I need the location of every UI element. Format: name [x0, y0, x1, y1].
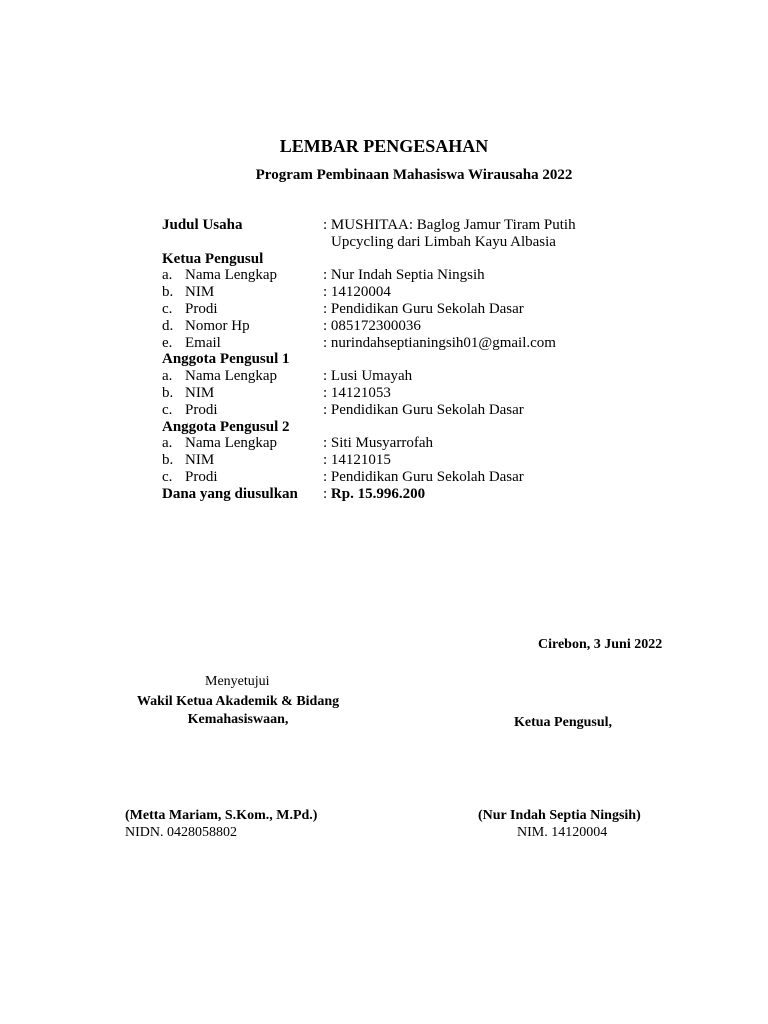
item-letter: b. [162, 452, 174, 469]
left-role-line-2: Kemahasiswaan, [187, 712, 289, 727]
item-letter: e. [162, 334, 173, 351]
left-role-line-1: Wakil Ketua Akademik & Bidang [136, 694, 340, 709]
item-letter: a. [162, 267, 173, 284]
section-heading: Anggota Pengusul 1 [162, 351, 290, 368]
field-colon: : [323, 485, 331, 502]
left-signatory-name: (Metta Mariam, S.Kom., M.Pd.) [125, 808, 318, 823]
field-label: Nomor Hp [185, 317, 250, 334]
proposed-amount: Rp. 15.996.200 [330, 485, 426, 502]
right-signatory-name: (Nur Indah Septia Ningsih) [478, 808, 641, 823]
field-value: : Pendidikan Guru Sekolah Dasar [323, 300, 524, 317]
place-date: Cirebon, 3 Juni 2022 [538, 637, 663, 652]
field-label: NIM [185, 384, 215, 401]
item-letter: b. [162, 384, 174, 401]
field-label: NIM [185, 284, 215, 301]
right-signatory-id: NIM. 14120004 [517, 825, 608, 840]
item-letter: a. [162, 368, 173, 385]
field-value: : Lusi Umayah [323, 368, 413, 385]
field-label: Nama Lengkap [185, 267, 278, 284]
field-value: : Nur Indah Septia Ningsih [323, 267, 485, 284]
item-letter: b. [162, 284, 174, 301]
right-signatory-role: Ketua Pengusul, [514, 715, 613, 730]
section-heading: Ketua Pengusul [162, 250, 264, 267]
field-label: Email [185, 334, 221, 351]
approval-label: Menyetujui [205, 674, 270, 689]
left-signatory-role [113, 693, 363, 729]
field-label: Prodi [185, 401, 218, 418]
section-heading: Anggota Pengusul 2 [162, 418, 290, 435]
item-letter: c. [162, 468, 173, 485]
field-label: Nama Lengkap [185, 435, 278, 452]
field-value: : Pendidikan Guru Sekolah Dasar [323, 468, 524, 485]
field-value: : 14121053 [323, 384, 391, 401]
field-value: : 14120004 [323, 284, 391, 301]
field-value: : 085172300036 [323, 317, 421, 334]
left-signatory-id: NIDN. 0428058802 [125, 825, 237, 840]
document-title: LEMBAR PENGESAHAN [279, 136, 489, 156]
field-label: Judul Usaha [162, 217, 243, 233]
item-letter: a. [162, 435, 173, 452]
item-letter: c. [162, 401, 173, 418]
field-label: Prodi [185, 300, 218, 317]
field-value: : nurindahseptianingsih01@gmail.com [323, 334, 556, 351]
field-value: Upcycling dari Limbah Kayu Albasia [331, 233, 556, 250]
field-value: : 14121015 [323, 452, 391, 469]
field-label: NIM [185, 452, 215, 469]
field-label: Dana yang diusulkan [162, 485, 298, 502]
field-label: Prodi [185, 468, 218, 485]
item-letter: d. [162, 317, 174, 334]
field-value: : MUSHITAA: Baglog Jamur Tiram Putih [323, 217, 576, 233]
field-value: : Siti Musyarrofah [323, 435, 433, 452]
field-value: : Pendidikan Guru Sekolah Dasar [323, 401, 524, 418]
field-label: Nama Lengkap [185, 368, 278, 385]
item-letter: c. [162, 300, 173, 317]
document-subtitle: Program Pembinaan Mahasiswa Wirausaha 2022 [255, 167, 573, 183]
field-value [323, 486, 425, 503]
